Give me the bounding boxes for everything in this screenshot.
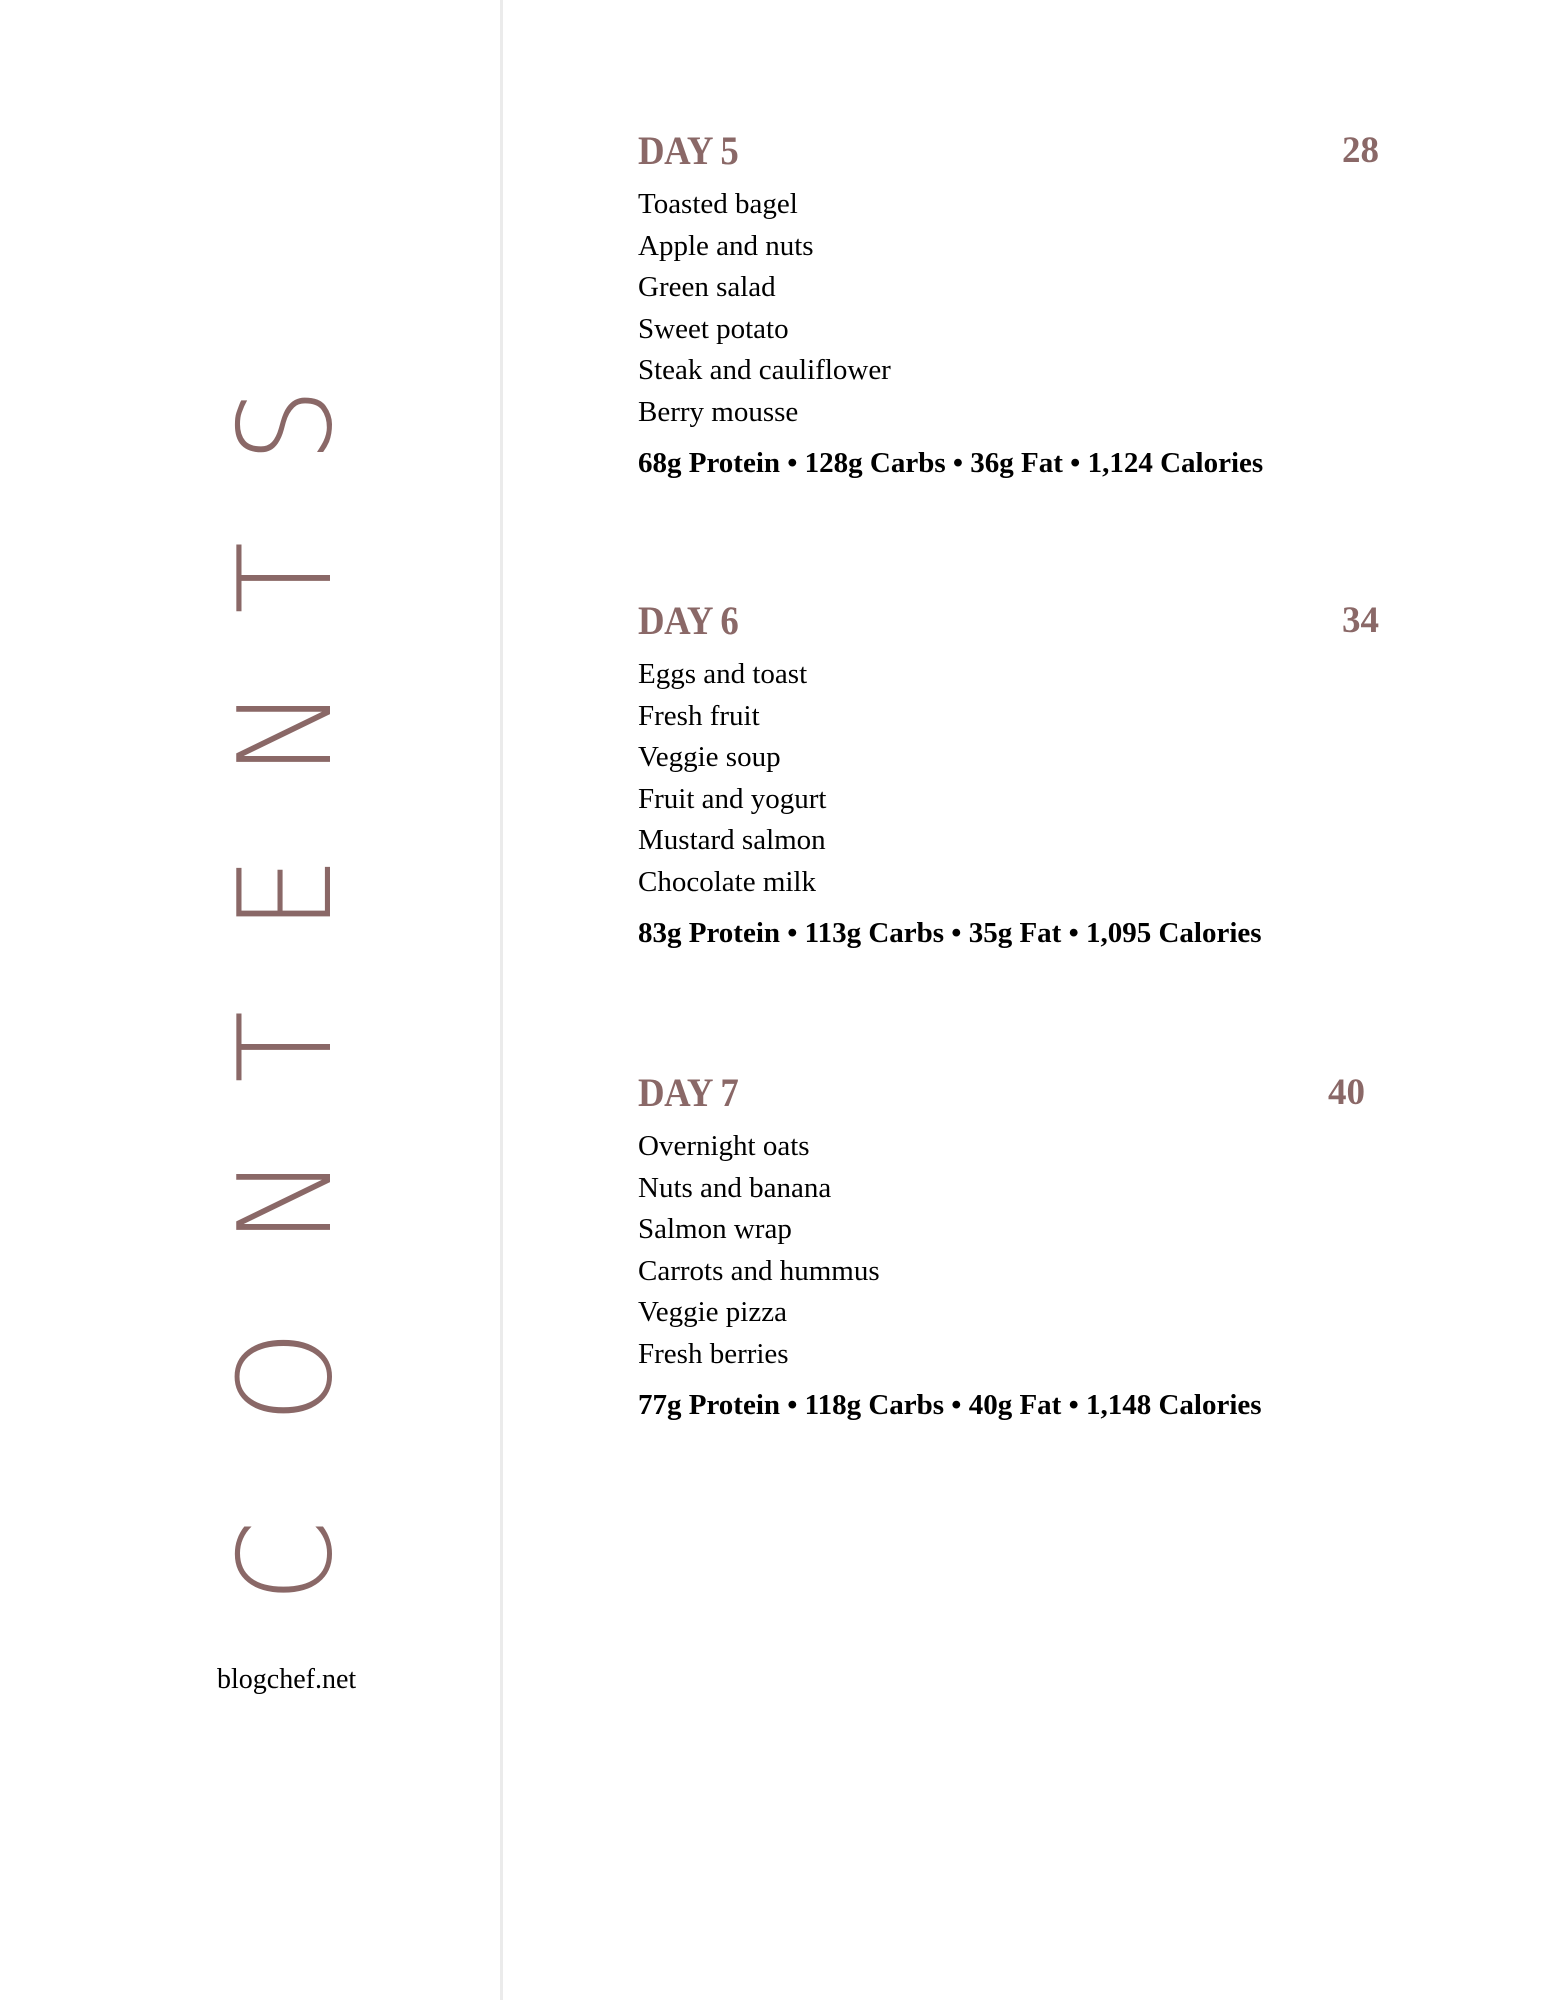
- day-section-7: [638, 1068, 1398, 1425]
- meal-item: Green salad: [638, 271, 776, 303]
- meal-item: Fruit and yogurt: [638, 782, 827, 815]
- title-letter: N: [212, 1155, 361, 1245]
- page-number[interactable]: 34: [1342, 600, 1379, 641]
- site-url[interactable]: blogchef.net: [217, 1664, 357, 1695]
- meal-list: [638, 1126, 1398, 1375]
- meal-item: Veggie soup: [638, 741, 781, 773]
- meal-item: Carrots and hummus: [638, 1254, 880, 1287]
- title-letter: N: [212, 687, 361, 777]
- title-letter: E: [212, 856, 361, 932]
- day-header: [638, 126, 1398, 176]
- day-title[interactable]: DAY 7: [638, 1070, 739, 1115]
- title-letter: T: [212, 542, 361, 614]
- meal-item: Steak and cauliflower: [638, 354, 891, 386]
- macros-summary: 77g Protein • 118g Carbs • 40g Fat • 1,148 Calories: [638, 1389, 1262, 1421]
- meal-item: Toasted bagel: [638, 188, 798, 220]
- day-title[interactable]: DAY 6: [638, 598, 739, 643]
- meal-item: Apple and nuts: [638, 229, 814, 262]
- meal-item: Overnight oats: [638, 1130, 810, 1162]
- meal-item: Nuts and banana: [638, 1171, 832, 1204]
- title-letter: C: [212, 1519, 361, 1603]
- title-letter: T: [212, 1011, 361, 1083]
- meal-item: Veggie pizza: [638, 1296, 787, 1328]
- meal-item: Mustard salmon: [638, 824, 826, 856]
- day-header: [638, 596, 1398, 646]
- meal-list: [638, 654, 1398, 903]
- meal-item: Salmon wrap: [638, 1213, 792, 1245]
- macros-summary: 83g Protein • 113g Carbs • 35g Fat • 1,095 Calories: [638, 917, 1262, 949]
- day-section-6: [638, 596, 1398, 953]
- meal-item: Fresh berries: [638, 1337, 789, 1370]
- meal-item: Berry mousse: [638, 395, 799, 428]
- day-title[interactable]: DAY 5: [638, 128, 739, 173]
- page-number[interactable]: 40: [1328, 1072, 1365, 1113]
- title-letter: S: [212, 387, 361, 463]
- meal-item: Eggs and toast: [638, 658, 808, 690]
- day-header: [638, 1068, 1398, 1118]
- meal-item: Chocolate milk: [638, 865, 816, 898]
- title-letter: O: [212, 1330, 361, 1424]
- meal-item: Fresh fruit: [638, 699, 760, 732]
- meal-list: [638, 184, 1398, 433]
- page-number[interactable]: 28: [1342, 130, 1379, 171]
- macros-summary: 68g Protein • 128g Carbs • 36g Fat • 1,124 Calories: [638, 447, 1264, 479]
- meal-item: Sweet potato: [638, 312, 789, 345]
- day-section-5: [638, 126, 1398, 483]
